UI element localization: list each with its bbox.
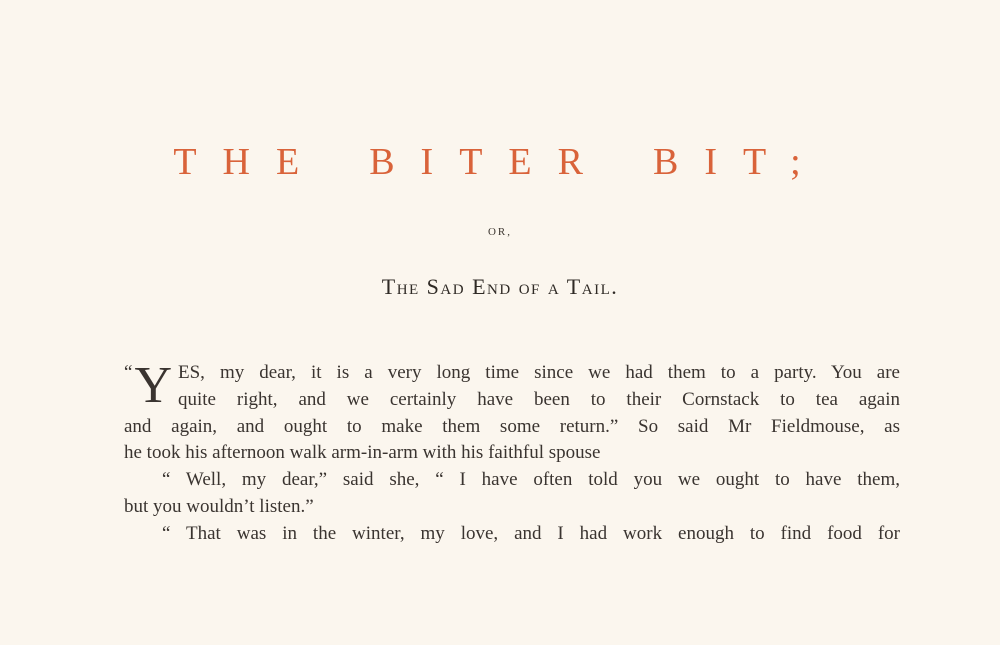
paragraph-2	[124, 467, 900, 494]
title-word-bit: BIT;	[652, 141, 827, 183]
paragraph-3	[124, 521, 900, 548]
story-text	[124, 357, 900, 548]
page-title	[0, 140, 1000, 184]
drop-cap: Y	[134, 357, 172, 414]
paragraph-1-cont	[124, 414, 900, 441]
opening-quote: “	[124, 362, 133, 383]
text-line: but you wouldn’t listen.”	[124, 495, 314, 517]
paragraph-1	[124, 357, 900, 414]
title-word-the: THE	[173, 141, 326, 183]
text-line: quite right, and we certainly have been to their Cornstack to tea again	[178, 388, 900, 410]
text-line: “ That was in the winter, my love, and I had work enough to find food for	[162, 522, 900, 544]
text-line: he took his afternoon walk arm-in-arm with his faithful spouse	[124, 442, 601, 464]
text-line: and again, and ought to make them some return.” So said Mr Fieldmouse, as	[124, 415, 900, 437]
title-word-biter: BITER	[369, 141, 609, 183]
paragraph-1-end	[124, 440, 900, 467]
page-subtitle: The Sad End of a Tail.	[381, 274, 619, 299]
text-line: ES, my dear, it is a very long time since we had them to a party. You are	[178, 362, 900, 383]
paragraph-2-end	[124, 494, 900, 521]
or-connector: OR,	[487, 226, 513, 238]
text-line: “ Well, my dear,” said she, “ I have often told you we ought to have them,	[162, 469, 900, 491]
